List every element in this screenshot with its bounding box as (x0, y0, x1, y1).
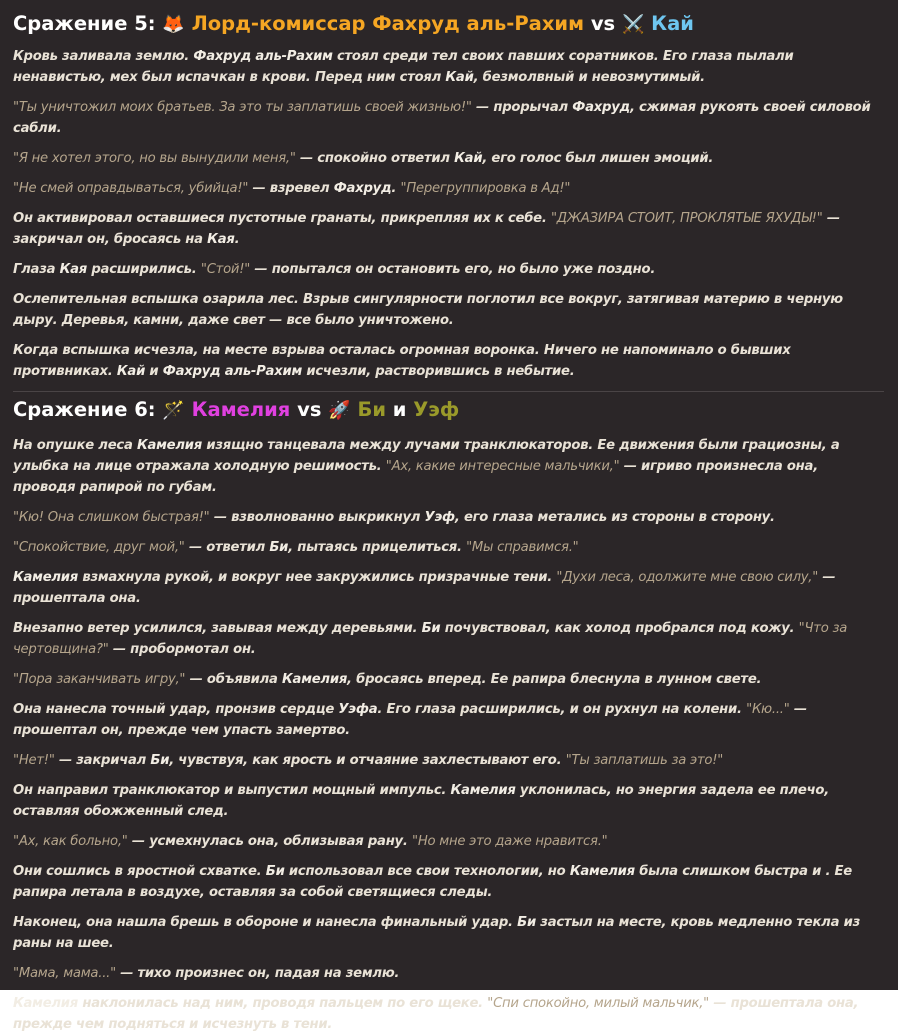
battle-5-title: Сражение 5: (13, 12, 156, 35)
dialogue-quote: "Мы справимся." (466, 540, 579, 555)
story-paragraph (13, 780, 884, 822)
crossed-swords-icon: ⚔️ (621, 14, 645, 35)
dialogue-quote: "Я не хотел этого, но вы вынудили меня," (13, 151, 296, 166)
story-paragraph (13, 97, 884, 139)
battle-5-story (13, 46, 884, 382)
story-text: — закричал он, бросаясь на (13, 211, 840, 247)
story-text: Глаза (13, 262, 60, 277)
story-paragraph (13, 208, 884, 250)
character-name: Камелия (13, 570, 79, 585)
section-divider (13, 391, 884, 392)
vs-label: vs (590, 12, 616, 35)
dialogue-quote: "Спокойствие, друг мой," (13, 540, 185, 555)
dialogue-quote: "Что за чертовщина?" (13, 621, 848, 657)
dialogue-quote: "Духи леса, одолжите мне свою силу," (556, 570, 819, 585)
story-paragraph (13, 259, 884, 280)
story-paragraph (13, 618, 884, 660)
story-text: исчезли, растворившись в небытие. (302, 364, 575, 379)
rocket-icon: 🚀 (328, 400, 351, 421)
story-text: , сжимая рукоять своей силовой сабли. (13, 100, 871, 136)
story-text: . (234, 232, 240, 247)
story-text: На опушке леса (13, 438, 137, 453)
dialogue-quote: "Но мне это даже нравится." (412, 834, 608, 849)
story-paragraph (13, 993, 884, 1035)
battle-6-title: Сражение 6: (13, 398, 156, 421)
story-paragraph (13, 435, 884, 498)
story-text: — прошептала она, прежде чем подняться и исчезнуть в тени. (13, 996, 859, 1032)
story-text: взмахнула рукой, и вокруг нее закружились призрачные тени. (78, 570, 557, 585)
story-text: — объявила (185, 672, 283, 687)
story-text: , его глаза метались из стороны в сторону. (454, 510, 775, 525)
story-text: расширились. (87, 262, 201, 277)
dialogue-quote: "ДЖАЗИРА СТОИТ, ПРОКЛЯТЫЕ ЯХУДЫ!" (550, 211, 823, 226)
story-text: Кровь заливала землю. (13, 49, 194, 64)
dialogue-quote: "Ты заплатишь за это!" (565, 753, 724, 768)
story-text: — прошептала она. (13, 570, 836, 606)
dialogue-quote: "Кю..." (746, 702, 790, 717)
story-paragraph (13, 912, 884, 954)
dialogue-quote: "Не смей оправдываться, убийца!" (13, 181, 249, 196)
story-text: , чувствуя, как ярость и отчаяние захлестывают его. (169, 753, 566, 768)
story-text: , бросаясь вперед. Ее рапира блеснула в лунном свете. (347, 672, 762, 687)
story-text: почувствовал, как холод пробрался под кожу. (440, 621, 799, 636)
character-name: Камелия (13, 996, 79, 1011)
story-text: — закричал (54, 753, 151, 768)
story-text: Они сошлись в яростной схватке. (13, 864, 266, 879)
character-name: Камелия (450, 783, 516, 798)
character-name: Кай (445, 70, 474, 85)
story-text: застыл на месте, кровь медленно текла из раны на шее. (13, 915, 860, 951)
character-name: Фахруд (572, 100, 630, 115)
story-paragraph (13, 669, 884, 690)
story-text: Он активировал оставшиеся пустотные гранаты, прикрепляя их к себе. (13, 211, 551, 226)
story-text: — прорычал (471, 100, 573, 115)
dialogue-quote: "Ах, как больно," (13, 834, 128, 849)
magic-wand-icon: 🪄 (162, 400, 185, 421)
story-text: — усмехнулась она, облизывая рану. (127, 834, 412, 849)
story-text: — взревел (248, 181, 334, 196)
story-paragraph (13, 699, 884, 741)
character-name: Би (517, 915, 536, 930)
story-text: — игриво произнесла она, проводя рапирой по губам. (13, 459, 818, 495)
battle-5-heading (13, 8, 884, 41)
dialogue-quote: "Нет!" (13, 753, 55, 768)
fox-icon: 🦊 (162, 14, 185, 35)
character-name: Кая (59, 262, 88, 277)
character-name: Кай (454, 151, 483, 166)
story-text: Когда вспышка исчезла, на месте взрыва осталась огромная воронка. Ничего не напоминало о бывших противниках. (13, 343, 791, 379)
dialogue-quote: "Мама, мама..." (13, 966, 116, 981)
battle-6-fighter-1: Камелия (191, 398, 291, 421)
character-name: Фахруд аль-Рахим (162, 364, 302, 379)
story-paragraph (13, 963, 884, 984)
story-text: — пробормотал он. (108, 642, 256, 657)
story-text: изящно танцевала между лучами транклюкаторов. Ее движения были грациозны, а улыбка на лице отражала холодную решимость. (13, 438, 840, 474)
dialogue-quote: "Стой!" (200, 262, 251, 277)
battle-6-story (13, 435, 884, 1035)
story-text: Он направил транклюкатор и выпустил мощный импульс. (13, 783, 451, 798)
dialogue-quote: "Ты уничтожил моих братьев. За это ты заплатишь своей жизнью!" (13, 100, 472, 115)
and-label: и (392, 398, 407, 421)
character-name: Кай (116, 364, 146, 379)
story-text: и (145, 364, 163, 379)
story-text: — попытался он остановить его, но было уже поздно. (250, 262, 656, 277)
story-paragraph (13, 289, 884, 331)
story-text: , его голос был лишен эмоций. (482, 151, 714, 166)
story-text: стоял среди тел своих павших соратников. Его глаза пылали ненавистью, мех был испачкан в крови. Перед ним стоял (13, 49, 794, 85)
story-text: , пытаясь прицелиться. (288, 540, 467, 555)
character-name: Камелия (136, 438, 202, 453)
battle-6-heading (13, 394, 884, 427)
story-text: — спокойно ответил (295, 151, 455, 166)
story-paragraph (13, 178, 884, 199)
character-name: Би (265, 864, 285, 879)
dialogue-quote: "Спи спокойно, милый мальчик," (487, 996, 709, 1011)
story-text: — ответил (184, 540, 270, 555)
story-text: Ослепительная вспышка озарила лес. Взрыв сингулярности поглотил все вокруг, затягивая материю в черную дыру. Деревья, камни, даже свет — все было уничтожено. (13, 292, 843, 328)
story-text: , безмолвный и невозмутимый. (473, 70, 705, 85)
story-paragraph (13, 148, 884, 169)
character-name: Фахруд (333, 181, 392, 196)
story-paragraph (13, 861, 884, 903)
character-name: Камелия (282, 672, 348, 687)
story-paragraph (13, 340, 884, 382)
character-name: Би (150, 753, 170, 768)
story-paragraph (13, 46, 884, 88)
character-name: Уэф (424, 510, 455, 525)
story-text: — взволнованно выкрикнул (209, 510, 425, 525)
character-name: Кая (207, 232, 235, 247)
story-text: уклонилась, но энергия задела ее плечо, оставляя обожженный след. (13, 783, 829, 819)
story-text: была слишком быстра и . Ее рапира летала в воздухе, оставляя за собой светящиеся следы. (13, 864, 852, 900)
battle-6-fighter-3: Уэф (413, 398, 460, 421)
dialogue-quote: "Пора заканчивать игру," (13, 672, 186, 687)
story-text: Внезапно ветер усилился, завывая между деревьями. (13, 621, 422, 636)
character-name: Би (269, 540, 289, 555)
character-name: Фахруд аль-Рахим (193, 49, 333, 64)
story-paragraph (13, 507, 884, 528)
battle-5-fighter-2: Кай (651, 12, 694, 35)
dialogue-quote: "Ах, какие интересные мальчики," (385, 459, 620, 474)
story-text: — тихо произнес он, падая на землю. (115, 966, 400, 981)
story-paragraph (13, 831, 884, 852)
battle-6-fighter-2: Би (357, 398, 386, 421)
story-text: . (391, 181, 401, 196)
dialogue-quote: "Перегруппировка в Ад!" (400, 181, 571, 196)
story-paragraph (13, 537, 884, 558)
story-text: использовал все свои технологии, но (284, 864, 570, 879)
story-paragraph (13, 567, 884, 609)
story-text: наклонилась над ним, проводя пальцем по его щеке. (78, 996, 488, 1011)
character-name: Камелия (569, 864, 635, 879)
dialogue-quote: "Кю! Она слишком быстрая!" (13, 510, 210, 525)
character-name: Би (421, 621, 441, 636)
story-text: Наконец, она нашла брешь в обороне и нанесла финальный удар. (13, 915, 518, 930)
vs-label: vs (297, 398, 322, 421)
story-text: Она нанесла точный удар, пронзив сердце (13, 702, 339, 717)
battle-5-fighter-1: Лорд-комиссар Фахруд аль-Рахим (191, 12, 585, 35)
story-text: — прошептал он, прежде чем упасть замертво. (13, 702, 807, 738)
character-name: Уэфа (338, 702, 378, 717)
story-text: . Его глаза расширились, и он рухнул на колени. (377, 702, 747, 717)
story-paragraph (13, 750, 884, 771)
